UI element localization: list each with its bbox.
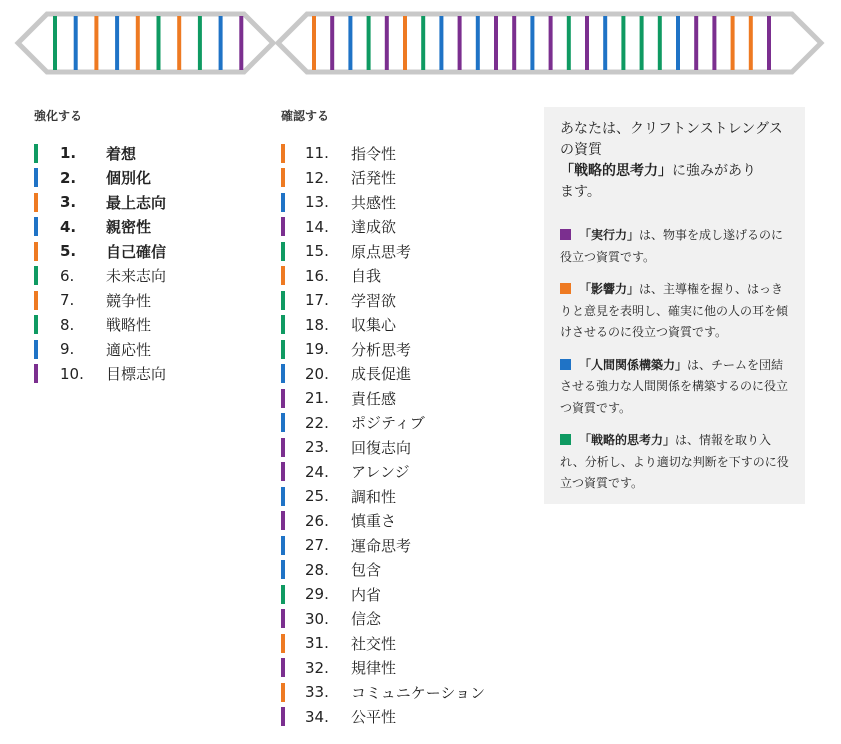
- dna-right-stripe-15: [567, 16, 571, 70]
- dna-right-stripe-5: [385, 16, 389, 70]
- category-bar: [34, 242, 38, 261]
- category-bar: [34, 266, 38, 285]
- theme-rank: 22.: [305, 413, 329, 432]
- theme-rank: 6.: [60, 266, 75, 285]
- theme-item: [281, 509, 485, 534]
- dna-right-stripe-18: [621, 16, 625, 70]
- category-legend: [560, 225, 791, 495]
- theme-rank: 34.: [305, 707, 329, 726]
- theme-rank: 3.: [60, 193, 77, 212]
- category-bar: [281, 560, 285, 579]
- theme-item: [34, 141, 166, 166]
- theme-rank: 18.: [305, 315, 329, 334]
- dna-right-stripe-23: [712, 16, 716, 70]
- theme-name: 成長促進: [351, 365, 412, 384]
- category-bar: [281, 707, 285, 726]
- category-bar: [281, 340, 285, 359]
- theme-item: [281, 435, 485, 460]
- category-bar: [281, 658, 285, 677]
- legend-name: 「実行力」: [579, 228, 640, 242]
- theme-name: 着想: [106, 144, 137, 163]
- info-box: [544, 107, 805, 504]
- category-bar: [281, 144, 285, 163]
- theme-name: 未来志向: [106, 267, 167, 286]
- other-themes-list: [281, 141, 485, 729]
- theme-item: [34, 239, 166, 264]
- theme-item: [281, 337, 485, 362]
- category-bar: [281, 389, 285, 408]
- dna-right-stripe-4: [367, 16, 371, 70]
- theme-rank: 27.: [305, 536, 329, 555]
- dna-left-stripe-6: [157, 16, 161, 70]
- category-bar: [281, 315, 285, 334]
- theme-item: [281, 141, 485, 166]
- theme-rank: 5.: [60, 242, 77, 261]
- theme-item: [281, 215, 485, 240]
- legend-description: は、主導権を握り、はっきりと意見を表明し、確実に他の人の耳を傾けさせるのに役立つ資質です。: [560, 282, 789, 339]
- theme-item: [281, 264, 485, 289]
- theme-rank: 31.: [305, 634, 329, 653]
- theme-item: [34, 288, 166, 313]
- legend-description: は、物事を成し遂げるのに役立つ資質です。: [560, 228, 784, 264]
- theme-name: 公平性: [351, 708, 397, 727]
- dna-left-stripe-1: [53, 16, 57, 70]
- category-bar: [34, 144, 38, 163]
- theme-rank: 16.: [305, 266, 329, 285]
- theme-rank: 10.: [60, 364, 84, 383]
- legend-name: 「人間関係構築力」: [579, 357, 688, 372]
- theme-rank: 12.: [305, 168, 329, 187]
- theme-item: [281, 558, 485, 583]
- dna-right-stripe-10: [476, 16, 480, 70]
- theme-name: 個別化: [106, 169, 152, 188]
- theme-rank: 32.: [305, 658, 329, 677]
- theme-item: [281, 411, 485, 436]
- legend-swatch: [560, 359, 571, 370]
- theme-name: 調和性: [351, 487, 397, 506]
- dna-left-stripe-4: [115, 16, 119, 70]
- theme-rank: 29.: [305, 585, 329, 604]
- category-bar: [34, 168, 38, 187]
- theme-rank: 1.: [60, 144, 77, 163]
- category-bar: [34, 315, 38, 334]
- theme-rank: 9.: [60, 340, 75, 359]
- theme-item: [34, 190, 166, 215]
- category-bar: [281, 413, 285, 432]
- dna-right-stripe-26: [767, 16, 771, 70]
- theme-name: 自己確信: [106, 242, 167, 261]
- theme-name: 分析思考: [351, 340, 412, 359]
- theme-rank: 30.: [305, 609, 329, 628]
- legend-name: 「影響力」: [579, 282, 640, 296]
- dna-right-stripe-7: [421, 16, 425, 70]
- dna-strengths-graphic: [0, 0, 841, 90]
- theme-rank: 15.: [305, 242, 329, 261]
- theme-name: 収集心: [351, 316, 397, 335]
- theme-item: [281, 190, 485, 215]
- theme-name: 自我: [351, 267, 382, 286]
- dna-right-stripe-21: [676, 16, 680, 70]
- dna-left-stripe-8: [198, 16, 202, 70]
- info-intro: [560, 119, 791, 203]
- theme-rank: 4.: [60, 217, 77, 236]
- theme-rank: 26.: [305, 511, 329, 530]
- legend-name: 「戦略的思考力」: [579, 433, 676, 447]
- theme-name: 慎重さ: [351, 512, 397, 531]
- category-bar: [281, 462, 285, 481]
- dna-stripes: [53, 16, 771, 70]
- category-bar: [34, 291, 38, 310]
- theme-rank: 33.: [305, 683, 329, 702]
- theme-item: [34, 313, 166, 338]
- theme-item: [281, 166, 485, 191]
- theme-name: 運命思考: [351, 536, 412, 555]
- intro-line-4: ます。: [560, 184, 601, 200]
- dna-right-stripe-22: [694, 16, 698, 70]
- theme-name: ポジティブ: [351, 414, 425, 433]
- category-bar: [34, 340, 38, 359]
- dna-right-stripe-2: [330, 16, 334, 70]
- category-bar: [281, 609, 285, 628]
- theme-item: [281, 533, 485, 558]
- theme-item: [34, 362, 166, 387]
- theme-name: 規律性: [351, 659, 397, 678]
- dna-right-stripe-1: [312, 16, 316, 70]
- theme-rank: 24.: [305, 462, 329, 481]
- theme-item: [281, 288, 485, 313]
- theme-rank: 23.: [305, 438, 329, 457]
- theme-item: [281, 631, 485, 656]
- dna-right-stripe-11: [494, 16, 498, 70]
- theme-name: 信念: [351, 610, 382, 629]
- legend-swatch: [560, 434, 571, 445]
- intro-tail: に強みがあり: [672, 163, 756, 179]
- theme-rank: 7.: [60, 291, 75, 310]
- theme-rank: 13.: [305, 193, 329, 212]
- dna-right-stripe-25: [749, 16, 753, 70]
- theme-item: [281, 680, 485, 705]
- theme-rank: 11.: [305, 144, 329, 163]
- dna-right-stripe-6: [403, 16, 407, 70]
- intro-strong: 「戦略的思考力」: [560, 163, 672, 179]
- category-bar: [281, 242, 285, 261]
- category-bar: [281, 168, 285, 187]
- theme-rank: 20.: [305, 364, 329, 383]
- theme-item: [281, 460, 485, 485]
- theme-name: 達成欲: [351, 218, 397, 237]
- theme-name: 原点思考: [351, 242, 412, 261]
- theme-item: [34, 264, 166, 289]
- legend-item-relationship: [560, 355, 791, 420]
- theme-name: 学習欲: [351, 291, 397, 310]
- theme-name: 共感性: [351, 193, 397, 212]
- dna-right-stripe-24: [731, 16, 735, 70]
- legend-description: は、情報を取り入れ、分析し、より適切な判断を下すのに役立つ資質です。: [560, 433, 789, 490]
- dna-right-stripe-16: [585, 16, 589, 70]
- theme-name: 活発性: [351, 169, 397, 188]
- category-bar: [281, 487, 285, 506]
- theme-item: [281, 484, 485, 509]
- theme-item: [281, 386, 485, 411]
- category-bar: [34, 193, 38, 212]
- intro-line-1: あなたは、クリフトンストレングス: [560, 121, 783, 137]
- theme-item: [34, 166, 166, 191]
- legend-swatch: [560, 283, 571, 294]
- theme-rank: 2.: [60, 168, 77, 187]
- dna-right-stripe-3: [348, 16, 352, 70]
- theme-name: 目標志向: [106, 365, 167, 384]
- other-themes-title: 確認する: [281, 109, 330, 123]
- dna-left-stripe-10: [239, 16, 243, 70]
- dna-right-stripe-17: [603, 16, 607, 70]
- legend-item-execution: [560, 225, 791, 268]
- legend-item-influence: [560, 279, 791, 344]
- theme-name: 内省: [351, 585, 382, 604]
- theme-item: [281, 362, 485, 387]
- legend-description: は、チームを団結させる強力な人間関係を構築するのに役立つ資質です。: [560, 357, 789, 415]
- dna-left-stripe-3: [94, 16, 98, 70]
- dna-left-stripe-7: [177, 16, 181, 70]
- theme-item: [281, 607, 485, 632]
- theme-rank: 8.: [60, 315, 75, 334]
- intro-line-2: の資質: [560, 142, 602, 158]
- category-bar: [34, 364, 38, 383]
- dna-right-stripe-13: [530, 16, 534, 70]
- theme-name: アレンジ: [351, 463, 410, 482]
- theme-rank: 25.: [305, 487, 329, 506]
- dna-right-stripe-12: [512, 16, 516, 70]
- theme-item: [281, 582, 485, 607]
- theme-item: [281, 313, 485, 338]
- theme-name: 社交性: [351, 634, 397, 653]
- theme-rank: 28.: [305, 560, 329, 579]
- dna-left-stripe-5: [136, 16, 140, 70]
- top-themes-title: 強化する: [34, 109, 83, 123]
- category-bar: [281, 217, 285, 236]
- category-bar: [281, 585, 285, 604]
- theme-item: [281, 239, 485, 264]
- theme-item: [34, 337, 166, 362]
- theme-name: コミュニケーション: [351, 683, 486, 702]
- theme-rank: 19.: [305, 340, 329, 359]
- legend-item-strategic: [560, 430, 791, 495]
- theme-name: 親密性: [106, 218, 152, 237]
- theme-name: 戦略性: [106, 316, 152, 335]
- theme-rank: 17.: [305, 291, 329, 310]
- theme-name: 責任感: [351, 389, 397, 408]
- category-bar: [281, 364, 285, 383]
- theme-item: [34, 215, 166, 240]
- top-themes-list: [34, 141, 166, 386]
- dna-right-stripe-8: [439, 16, 443, 70]
- theme-name: 指令性: [351, 144, 397, 163]
- theme-rank: 21.: [305, 389, 329, 408]
- category-bar: [281, 511, 285, 530]
- dna-right-stripe-19: [640, 16, 644, 70]
- legend-swatch: [560, 229, 571, 240]
- dna-left-stripe-2: [74, 16, 78, 70]
- theme-rank: 14.: [305, 217, 329, 236]
- theme-name: 競争性: [106, 291, 152, 310]
- theme-item: [281, 656, 485, 681]
- dna-right-stripe-20: [658, 16, 662, 70]
- dna-right-stripe-9: [458, 16, 462, 70]
- dna-right-stripe-14: [549, 16, 553, 70]
- category-bar: [34, 217, 38, 236]
- theme-item: [281, 705, 485, 730]
- theme-name: 適応性: [106, 340, 152, 359]
- category-bar: [281, 266, 285, 285]
- theme-name: 回復志向: [351, 438, 412, 457]
- category-bar: [281, 536, 285, 555]
- category-bar: [281, 683, 285, 702]
- category-bar: [281, 193, 285, 212]
- category-bar: [281, 438, 285, 457]
- theme-name: 包含: [351, 561, 382, 580]
- dna-left-stripe-9: [219, 16, 223, 70]
- category-bar: [281, 291, 285, 310]
- theme-name: 最上志向: [106, 193, 167, 212]
- category-bar: [281, 634, 285, 653]
